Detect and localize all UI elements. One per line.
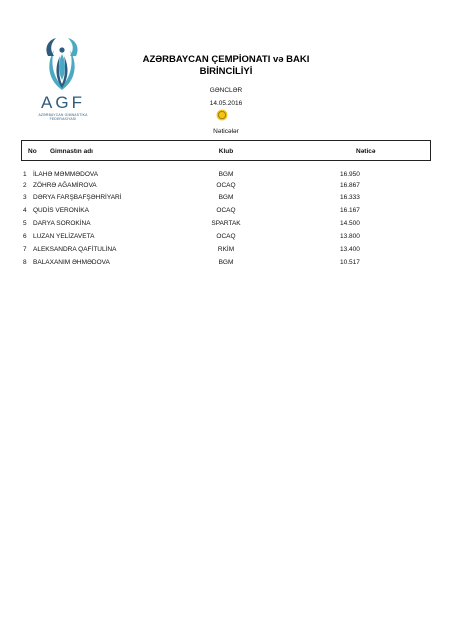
- score-value: 13.800: [340, 233, 360, 240]
- table-row: [0, 207, 452, 218]
- table-row: [0, 220, 452, 231]
- col-no-header: No: [28, 148, 37, 155]
- gymnast-name: DƏRYA FARŞBAFŞƏHRİYARİ: [33, 194, 122, 201]
- row-number: 6: [23, 233, 27, 240]
- gymnast-emblem-icon: [38, 36, 86, 92]
- gymnast-name: DARYA SOROKİNA: [33, 220, 91, 227]
- table-row: [0, 171, 452, 182]
- club-name: OCAQ: [216, 207, 236, 214]
- table-row: [0, 246, 452, 257]
- row-number: 3: [23, 194, 27, 201]
- gymnast-name: LUZAN YELİZAVETA: [33, 233, 95, 240]
- table-row: [0, 233, 452, 244]
- score-value: 14.500: [340, 220, 360, 227]
- score-value: 13.400: [340, 246, 360, 253]
- document-title: [112, 54, 340, 78]
- col-score-header: Nəticə: [356, 148, 376, 155]
- score-value: 16.333: [340, 194, 360, 201]
- age-category: GƏNCLƏR: [209, 87, 243, 94]
- row-number: 2: [23, 182, 27, 189]
- score-value: 10.517: [340, 259, 360, 266]
- score-value: 16.950: [340, 171, 360, 178]
- gymnast-name: ZÖHRƏ AĞAMİROVA: [33, 182, 97, 189]
- col-name-header: Gimnastın adı: [50, 148, 93, 155]
- club-name: RKİM: [217, 246, 235, 253]
- gymnast-name: ALEKSANDRA QAFİTULİNA: [33, 246, 117, 253]
- row-number: 5: [23, 220, 27, 227]
- score-value: 16.867: [340, 182, 360, 189]
- hoop-icon: [216, 109, 228, 121]
- table-row: [0, 182, 452, 193]
- logo-subtitle-line2: FEDERASİYASI: [49, 117, 77, 121]
- event-date: 14.05.2016: [209, 100, 243, 107]
- title-line1: AZƏRBAYCAN ÇEMPİONATI və BAKI: [142, 54, 310, 65]
- gymnast-name: BALAXANIM ƏHMƏDOVA: [33, 259, 110, 266]
- club-name: OCAQ: [216, 233, 236, 240]
- club-name: OCAQ: [216, 182, 236, 189]
- logo-subtitle-line1: AZƏRBAYCAN GİMNASTİKA: [38, 113, 88, 117]
- federation-logo: [30, 36, 96, 122]
- score-value: 16.167: [340, 207, 360, 214]
- club-name: BGM: [218, 171, 234, 178]
- row-number: 8: [23, 259, 27, 266]
- row-number: 7: [23, 246, 27, 253]
- results-label: Nəticələr: [213, 128, 239, 135]
- col-club-header: Klub: [218, 148, 234, 155]
- row-number: 1: [23, 171, 27, 178]
- logo-subtitle: [30, 113, 96, 121]
- club-name: BGM: [218, 259, 234, 266]
- club-name: BGM: [218, 194, 234, 201]
- row-number: 4: [23, 207, 27, 214]
- title-line2: BİRİNCİLİYİ: [199, 66, 253, 77]
- gymnast-name: İLAHƏ MƏMMƏDOVA: [33, 171, 99, 178]
- table-row: [0, 194, 452, 205]
- table-row: [0, 259, 452, 270]
- gymnast-name: QUDİS VERONİKA: [33, 207, 89, 214]
- club-name: SPARTAK: [211, 220, 241, 227]
- logo-abbreviation: AGF: [41, 93, 85, 112]
